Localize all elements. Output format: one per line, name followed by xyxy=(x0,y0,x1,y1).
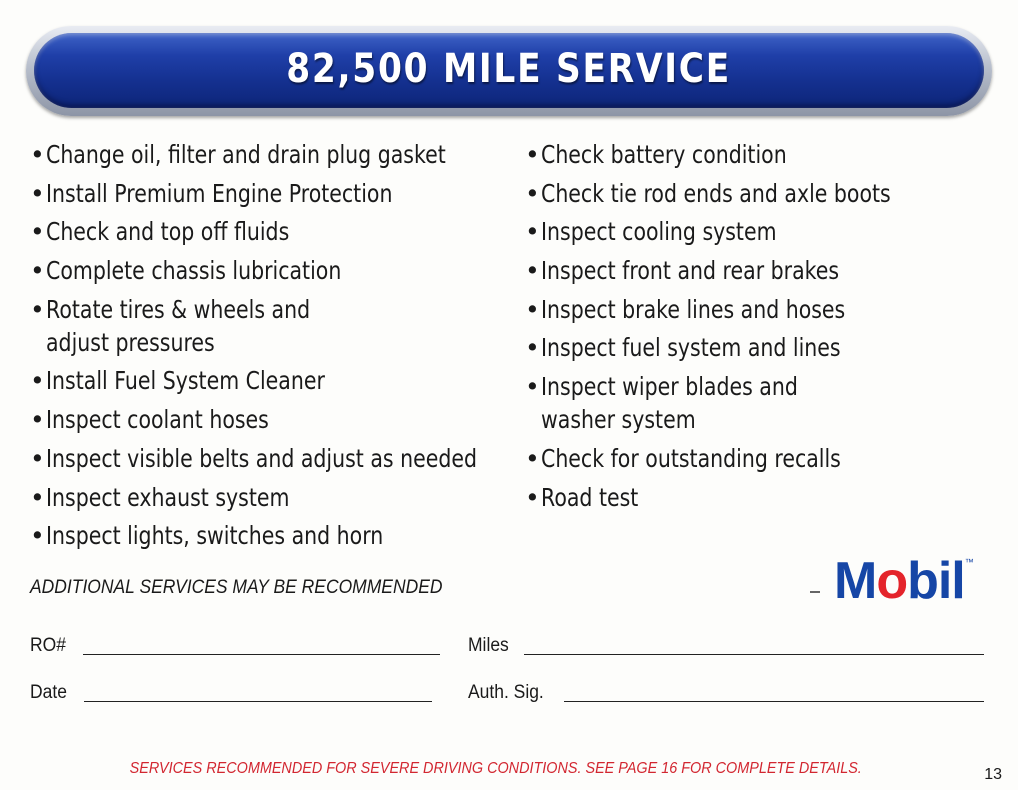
service-item xyxy=(30,293,510,359)
service-list-right xyxy=(525,138,995,519)
service-item-text: Check tie rod ends and axle boots xyxy=(541,178,891,208)
bullet-icon: • xyxy=(525,372,540,402)
logo-letter-m: M xyxy=(834,552,877,610)
miles-label: Miles xyxy=(468,635,509,656)
service-item xyxy=(525,293,995,326)
bullet-icon: • xyxy=(30,405,45,435)
bullet-icon: • xyxy=(30,482,45,512)
bullet-icon: • xyxy=(30,178,45,208)
service-item xyxy=(525,215,995,248)
ro-number-line[interactable] xyxy=(83,654,440,655)
header-banner-inner xyxy=(34,33,984,108)
footer-text: SERVICES RECOMMENDED FOR SEVERE DRIVING CONDITIONS. SEE PAGE 16 FOR COMPLETE DETAILS. xyxy=(129,760,863,777)
service-list-left xyxy=(30,138,510,558)
ro-number-field[interactable] xyxy=(30,635,440,657)
service-item xyxy=(525,481,995,514)
service-item xyxy=(30,254,510,287)
bullet-icon: • xyxy=(525,217,540,247)
bullet-icon: • xyxy=(525,294,540,324)
bullet-icon: • xyxy=(525,140,540,169)
service-item xyxy=(525,331,995,364)
service-item xyxy=(525,254,995,287)
service-item-text: Complete chassis lubrication xyxy=(46,256,342,286)
bullet-icon: • xyxy=(30,366,45,396)
service-item xyxy=(30,403,510,436)
severe-conditions-footer xyxy=(0,760,1018,778)
auth-signature-label: Auth. Sig. xyxy=(468,682,544,703)
date-field[interactable] xyxy=(30,682,432,704)
service-item xyxy=(525,442,995,475)
service-item-text: Inspect coolant hoses xyxy=(46,405,269,435)
ro-number-label: RO# xyxy=(30,635,66,656)
service-item-text: Inspect lights, switches and horn xyxy=(46,521,384,551)
page-number: 13 xyxy=(984,766,1002,783)
service-item xyxy=(30,138,510,171)
service-item-text: Inspect exhaust system xyxy=(46,482,290,512)
service-item xyxy=(30,215,510,248)
logo-letter-o: o xyxy=(876,552,908,610)
service-item-text: Rotate tires & wheels and adjust pressures xyxy=(46,294,311,357)
service-item-text: Inspect fuel system and lines xyxy=(541,333,841,363)
miles-line[interactable] xyxy=(524,654,984,655)
service-item-text: Change oil, filter and drain plug gasket xyxy=(46,140,446,169)
service-item-text: Inspect brake lines and hoses xyxy=(541,294,846,324)
bullet-icon: • xyxy=(30,217,45,247)
service-item xyxy=(30,364,510,397)
bullet-icon: • xyxy=(30,443,45,473)
miles-field[interactable] xyxy=(468,635,984,657)
mobil-logo xyxy=(810,551,974,610)
service-item xyxy=(525,370,995,436)
bullet-icon: • xyxy=(525,333,540,363)
auth-signature-line[interactable] xyxy=(564,701,984,702)
service-item-text: Install Fuel System Cleaner xyxy=(46,366,325,396)
service-item xyxy=(525,138,995,171)
page-title: 82,500 MILE SERVICE xyxy=(286,45,732,92)
service-item-text: Check and top off fluids xyxy=(46,217,290,247)
trademark-symbol: ™ xyxy=(964,557,974,567)
service-item-text: Road test xyxy=(541,482,639,512)
service-item xyxy=(30,481,510,514)
service-item-text: Inspect cooling system xyxy=(541,217,777,247)
logo-wordmark xyxy=(834,552,965,610)
service-item-text: Inspect visible belts and adjust as needed xyxy=(46,443,477,473)
bullet-icon: • xyxy=(30,256,45,286)
bullet-icon: • xyxy=(30,294,45,324)
service-item xyxy=(30,177,510,210)
service-item xyxy=(30,519,510,552)
bullet-icon: • xyxy=(525,178,540,208)
date-label: Date xyxy=(30,682,67,703)
service-item-text: Inspect wiper blades and washer system xyxy=(541,372,798,435)
additional-services-note: ADDITIONAL SERVICES MAY BE RECOMMENDED xyxy=(30,577,443,598)
logo-letters-bil: bil xyxy=(907,552,965,610)
bullet-icon: • xyxy=(30,140,45,169)
service-item xyxy=(525,177,995,210)
service-item xyxy=(30,442,510,475)
logo-dash-mark xyxy=(810,591,820,593)
bullet-icon: • xyxy=(525,256,540,286)
service-item-text: Install Premium Engine Protection xyxy=(46,178,393,208)
auth-signature-field[interactable] xyxy=(468,682,984,704)
service-item-text: Inspect front and rear brakes xyxy=(541,256,840,286)
header-banner xyxy=(26,26,992,116)
bullet-icon: • xyxy=(525,443,540,473)
date-line[interactable] xyxy=(84,701,432,702)
bullet-icon: • xyxy=(30,521,45,551)
bullet-icon: • xyxy=(525,482,540,512)
service-item-text: Check for outstanding recalls xyxy=(541,443,841,473)
service-item-text: Check battery condition xyxy=(541,140,787,169)
